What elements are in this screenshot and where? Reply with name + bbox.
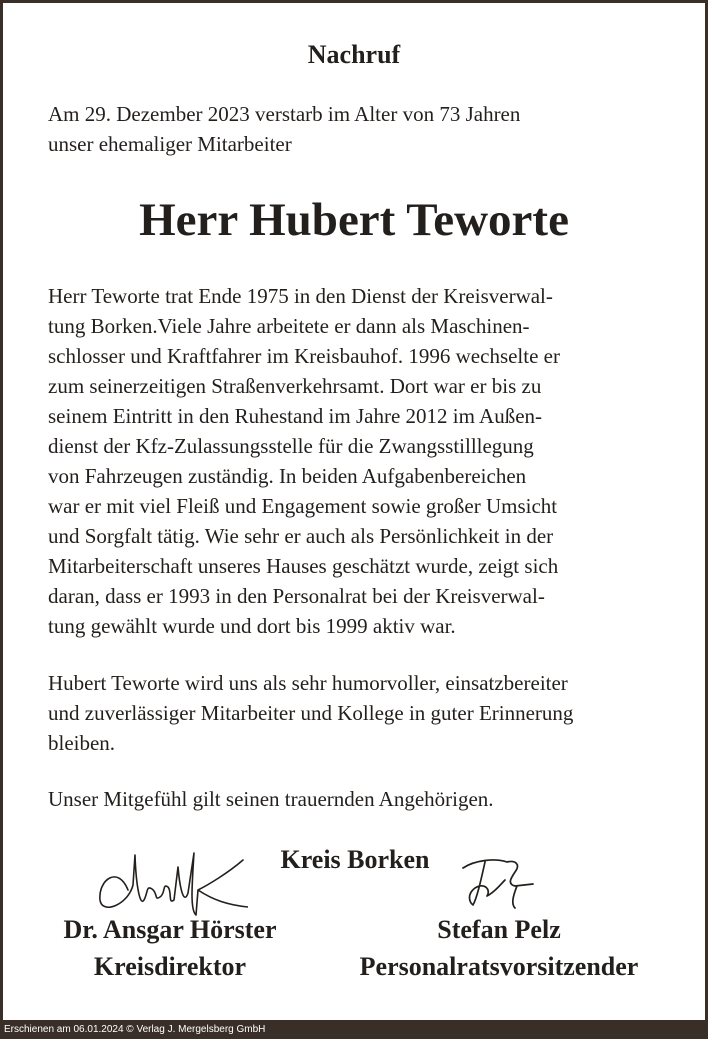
signer-left-role: Kreisdirektor: [93, 952, 247, 981]
notice-title: Nachruf: [307, 40, 401, 69]
signature-left-image: [88, 845, 248, 920]
body-paragraph-1: Herr Teworte trat Ende 1975 in den Dienst der Kreisverwal- tung Borken.Viele Jahre arbeitete er dann als Maschinen- schlosser und Kraftfahrer im Kreisbauhof. 1996 wechselte er zum seinerzeitigen Straßenverkehrsamt. Dort war er bis zu seinem Eintritt in den Ruhestand im Jahre 2012 im Außen- dienst der Kfz-Zulassungsstelle für die Zwangsstilllegung von Fahrzeugen zuständig. In beiden Aufgabenbereichen war er mit viel Fleiß und Engagement sowie großer Umsicht und Sorgfalt tätig. Wie sehr er auch als Persönlichkeit in der Mitarbeiterschaft unseres Hauses geschätzt wurde, zeigt sich daran, dass er 1993 in den Personalrat bei der Kreisverwal- tung gewählt wurde und dort bis 1999 aktiv war.: [48, 284, 560, 638]
organization-name: Kreis Borken: [280, 845, 430, 874]
body-paragraph-2: Hubert Teworte wird uns als sehr humorvoller, einsatzbereiter und zuverlässiger Mitarbeiter und Kollege in guter Erinnerung bleiben.: [48, 671, 574, 755]
intro-text: [48, 99, 668, 159]
body-paragraph-3: Unser Mitgefühl gilt seinen trauernden Angehörigen.: [48, 787, 494, 811]
signer-right-role: Personalratsvorsitzender: [359, 952, 639, 981]
signer-left-name: Dr. Ansgar Hörster: [63, 915, 277, 944]
intro-line-2: unser ehemaliger Mitarbeiter: [48, 132, 292, 156]
signer-left: [30, 911, 310, 985]
deceased-name: Herr Hubert Teworte: [139, 194, 569, 246]
signer-right-name: Stefan Pelz: [437, 915, 561, 944]
publication-footer: Erschienen am 06.01.2024 © Verlag J. Mergelsberg GmbH: [0, 1020, 708, 1039]
intro-line-1: Am 29. Dezember 2023 verstarb im Alter von 73 Jahren: [48, 102, 521, 126]
signer-right: [320, 911, 678, 985]
